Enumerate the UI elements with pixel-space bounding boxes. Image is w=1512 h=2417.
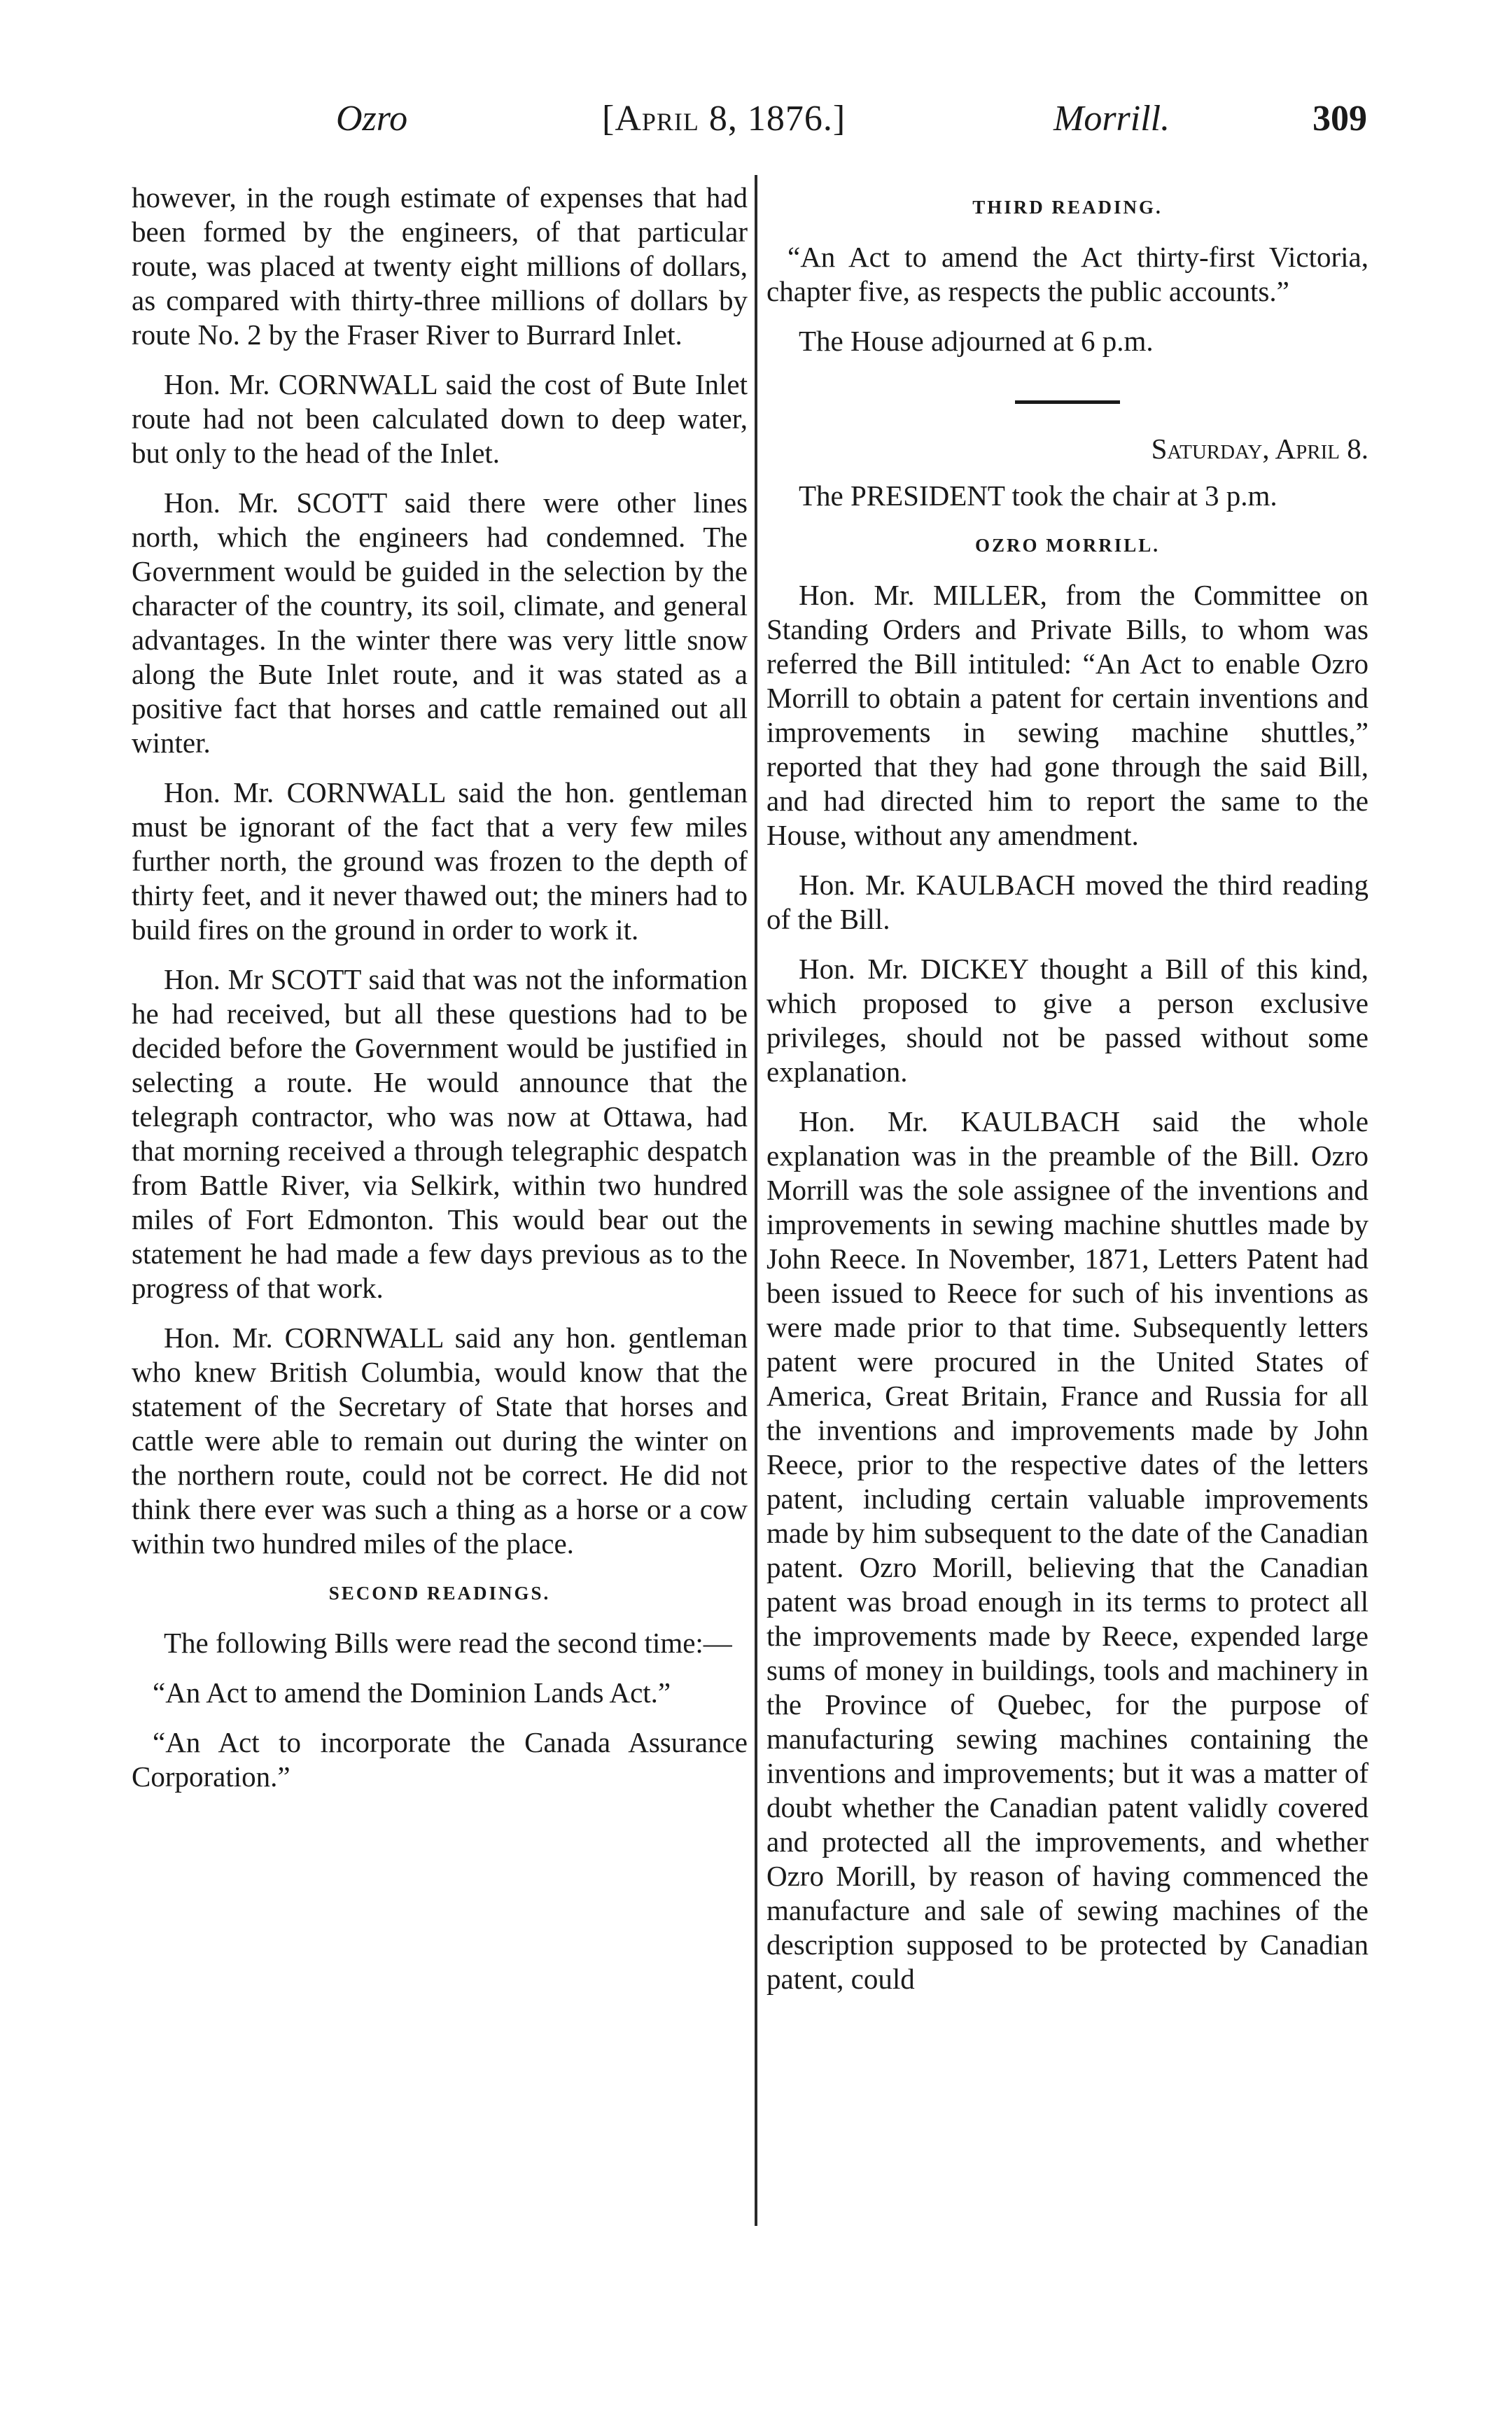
paragraph: Hon. Mr. CORNWALL said the cost of Bute Inlet route had not been calculated down to deep water, but only to the head of the Inlet. [132, 368, 748, 469]
paragraph: Hon. Mr. CORNWALL said any hon. gentleman who knew British Columbia, would know that the statement of the Secretary of State that horses and cattle were able to remain out during the winter on the northern route, could not be correct. He did not think there ever was such a thing as a horse or a cow within two hundred miles of the place. [132, 1322, 748, 1560]
paragraph: Hon. Mr. DICKEY thought a Bill of this kind, which proposed to give a person exclusive privileges, should not be passed without some explanation. [766, 953, 1368, 1088]
left-column [132, 181, 748, 1809]
bill-title: “An Act to incorporate the Canada Assurance Corporation.” [132, 1726, 748, 1793]
page-number: 309 [1312, 99, 1367, 139]
right-column [766, 181, 1368, 2012]
paragraph: Hon. Mr SCOTT said that was not the information he had received, but all these questions had to be decided before the Government would be justified in selecting a route. He would announce that the telegraph contractor, who was now at Ottawa, had that morning received a through telegraphic despatch from Battle River, via Selkirk, within two hundred miles of Fort Edmonton. This would bear out the statement he had made a few days previous as to the progress of that work. [132, 963, 748, 1304]
running-header [294, 98, 1386, 154]
paragraph: Hon. Mr. KAULBACH said the whole explanation was in the preamble of the Bill. Ozro Morrill was the sole assignee of the inventions and improvements in sewing machine shuttles made by John Reece. In November, 1871, Letters Patent had been issued to Reece for such of his inventions as were made prior to that time. Subsequently letters patent were procured in the United States of America, Great Britain, France and Russia for all the inventions and improvements made by John Reece, prior to the respective dates of the letters patent, including certain valuable improvements made by him subsequent to the date of the Canadian patent. Ozro Morill, believing that the Canadian patent was broad enough in its terms to protect all the improvements made by Reece, expended large sums of money in buildings, tools and machinery in the Province of Quebec, for the purpose of manufacturing sewing machines containing the inventions and improvements; but it was a matter of doubt whether the Canadian patent validly covered and protected all the improvements, and whether Ozro Morill, by reason of having commenced the manufacture and sale of sewing machines of the description supposed to be protected by Canadian patent, could [766, 1105, 1368, 1995]
paragraph: Hon. Mr. CORNWALL said the hon. gentleman must be ignorant of the fact that a very few miles further north, the ground was frozen to the depth of thirty feet, and it never thawed out; the miners had to build fires on the ground in order to work it. [132, 776, 748, 946]
section-heading-ozro-morrill: OZRO MORRILL. [974, 535, 1161, 556]
paragraph: Hon. Mr. SCOTT said there were other lines north, which the engineers had condemned. The Government would be guided in the selection by the character of the country, its soil, climate, and general advantages. In the winter there was very little snow along the Bute Inlet route, and it was stated as a positive fact that horses and cattle remained out all winter. [132, 486, 748, 759]
bill-title: “An Act to amend the Act thirty-first Victoria, chapter five, as respects the public accounts.” [766, 241, 1368, 307]
paragraph: Hon. Mr. KAULBACH moved the third reading of the Bill. [766, 869, 1368, 935]
paragraph: The following Bills were read the second time:— [164, 1627, 732, 1659]
bill-title: “An Act to amend the Dominion Lands Act.” [153, 1676, 671, 1709]
header-right: Morrill. [1054, 99, 1170, 139]
paragraph: The PRESIDENT took the chair at 3 p.m. [799, 479, 1278, 512]
header-left: Ozro [336, 99, 408, 139]
paragraph: The House adjourned at 6 p.m. [799, 325, 1154, 357]
header-date: [April 8, 1876.] [602, 99, 846, 139]
column-divider [755, 175, 757, 2226]
sitting-date: Saturday, April 8. [1151, 433, 1368, 465]
section-heading-second-readings: SECOND READINGS. [328, 1583, 551, 1604]
section-heading-third-reading: THIRD READING. [972, 197, 1163, 218]
paragraph: Hon. Mr. MILLER, from the Committee on Standing Orders and Private Bills, to whom was referred the Bill intituled: “An Act to enable Ozro Morrill to obtain a patent for certain inventions and improvements in sewing machine shuttles,” reported that they had gone through the said Bill, and had directed him to report the same to the House, without any amendment. [766, 579, 1368, 851]
paragraph: however, in the rough estimate of expenses that had been formed by the engineers, of that particular route, was placed at twenty eight millions of dollars, as compared with thirty-three millions of dollars by route No. 2 by the Fraser River to Burrard Inlet. [132, 181, 748, 351]
section-rule [1015, 400, 1120, 404]
